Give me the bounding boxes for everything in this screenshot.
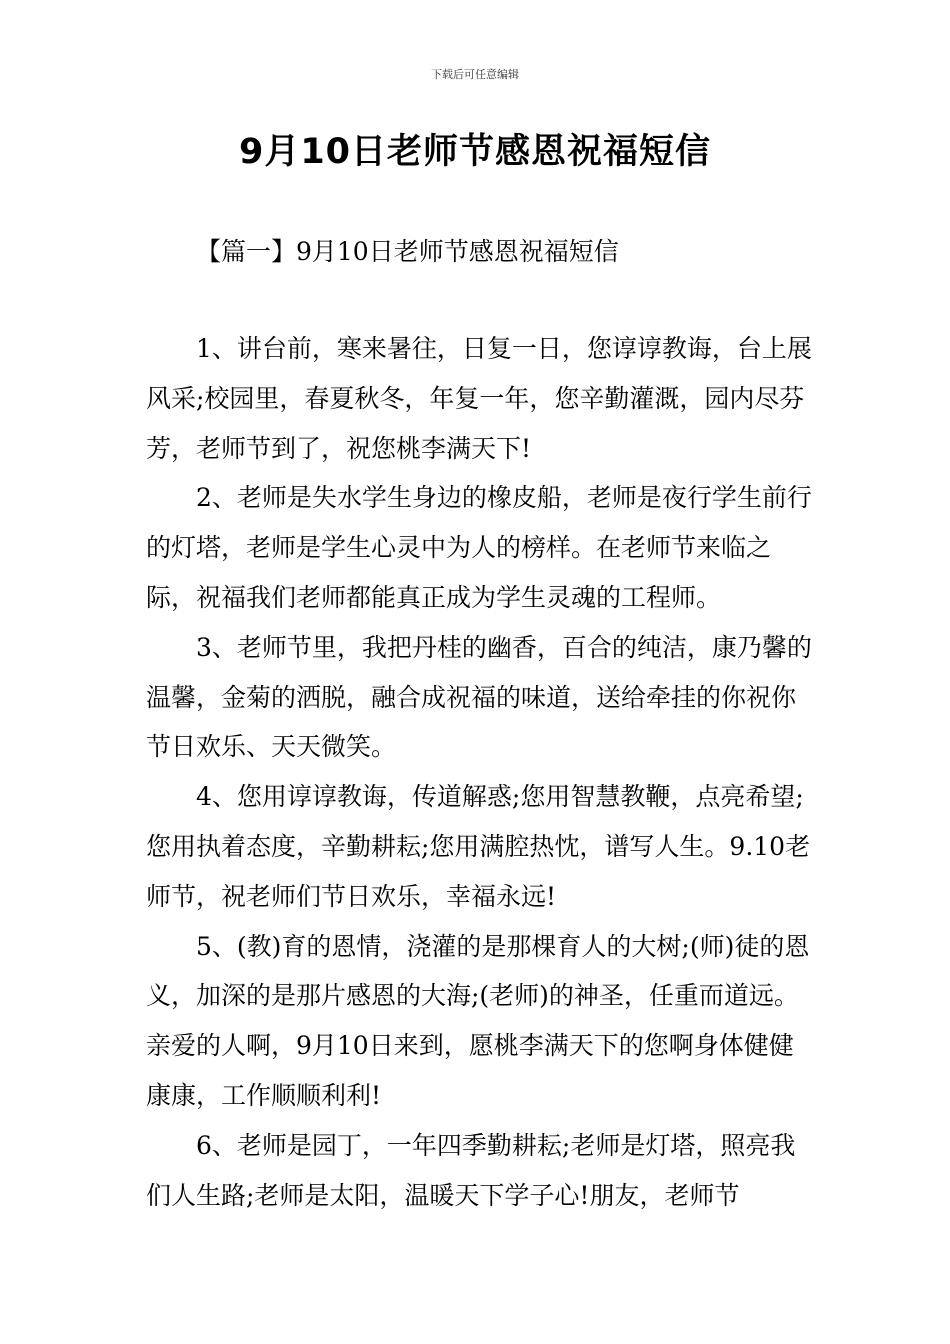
paragraph-6: 6、老师是园丁，一年四季勤耕耘;老师是灯塔，照亮我们人生路;老师是太阳，温暖天下学子心!朋友，老师节 [146,1130,796,1210]
document-body [146,324,818,1220]
paragraph-2: 2、老师是失水学生身边的橡皮船，老师是夜行学生前行的灯塔，老师是学生心灵中为人的榜样。在老师节来临之际，祝福我们老师都能真正成为学生灵魂的工程师。 [146,483,812,612]
paragraph-5: 5、(教)育的恩情，浇灌的是那棵育人的大树;(师)徒的恩义，加深的是那片感恩的大海;(老师)的神圣，任重而道远。亲爱的人啊，9月10日来到，愿桃李满天下的您啊身体健健康康，工作顺顺利利! [146,931,810,1110]
document-title: 9月10日老师节感恩祝福短信 [238,132,712,172]
paragraph-1: 1、讲台前，寒来暑往，日复一日，您谆谆教诲，台上展风采;校园里，春夏秋冬，年复一年，您辛勤灌溉，园内尽芬芳，老师节到了，祝您桃李满天下! [146,334,812,463]
paragraph-3: 3、老师节里，我把丹桂的幽香，百合的纯洁，康乃馨的温馨，金菊的洒脱，融合成祝福的味道，送给牵挂的你祝你节日欢乐、天天微笑。 [146,632,812,762]
header-note: 下载后可任意编辑 [431,68,519,81]
paragraph-4: 4、您用谆谆教诲，传道解惑;您用智慧教鞭，点亮希望;您用执着态度，辛勤耕耘;您用满腔热忱，谱写人生。9.10老师节，祝老师们节日欢乐，幸福永远! [146,782,811,911]
section-heading: 【篇一】9月10日老师节感恩祝福短信 [196,237,619,266]
